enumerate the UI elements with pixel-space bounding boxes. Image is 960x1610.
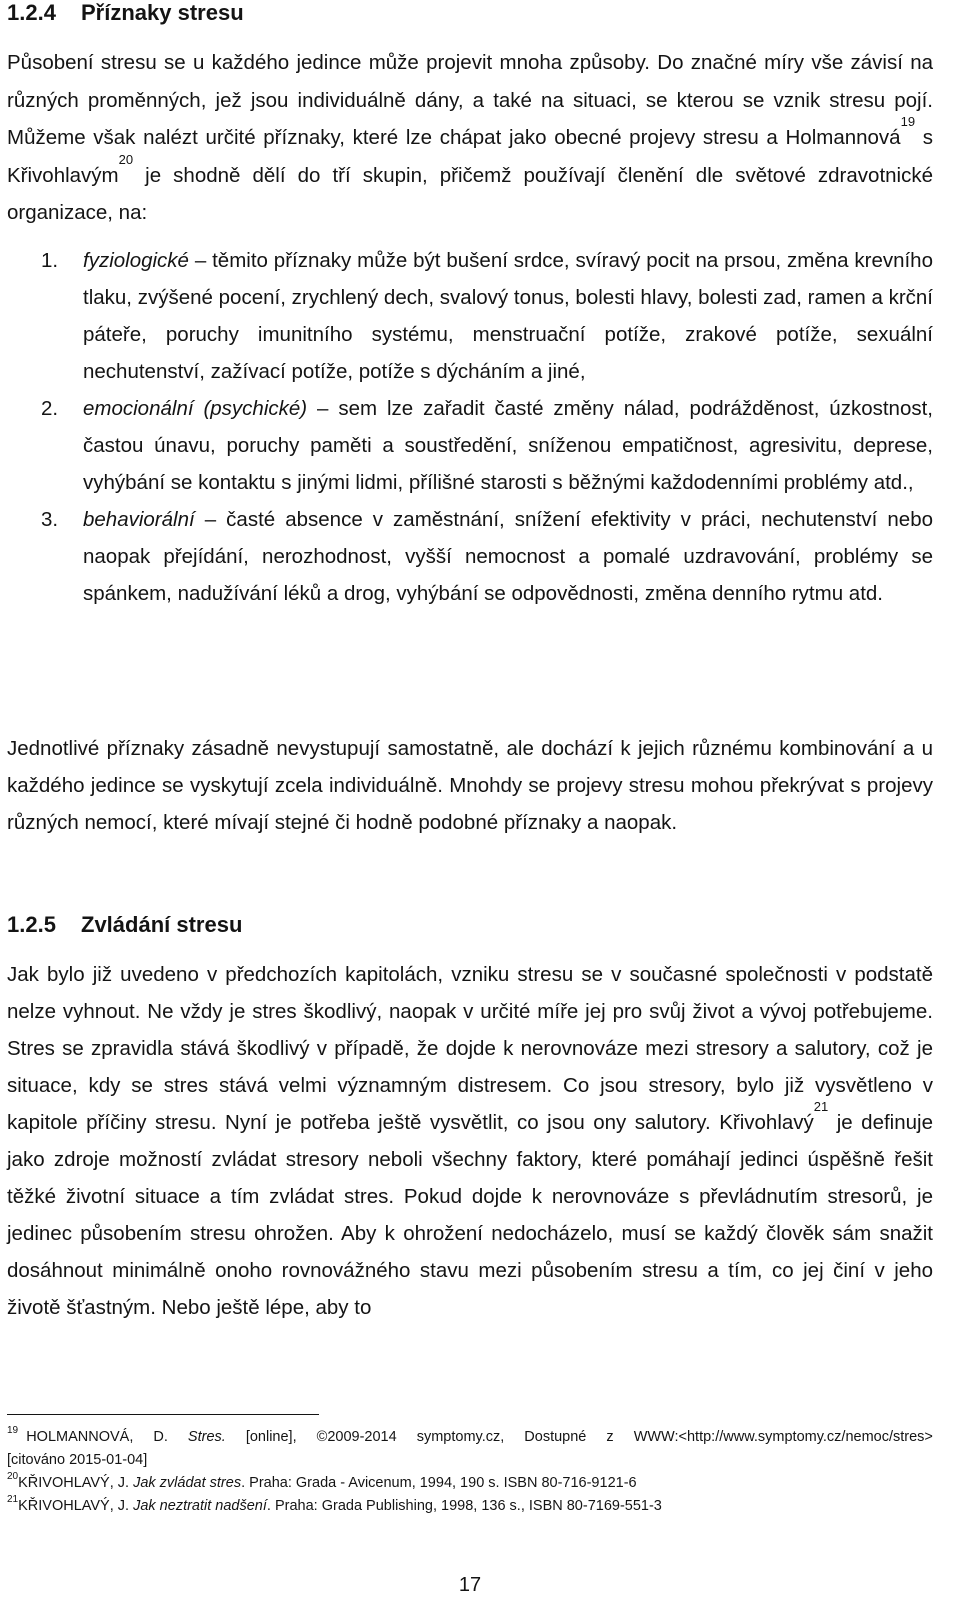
footnotes [7,1426,933,1518]
coping-paragraph [7,956,933,1326]
list-number: 2. [41,397,59,420]
footnote-mark: 19 [7,1425,19,1436]
footnote-21 [7,1495,933,1518]
list-text: – časté absence v zaměstnání, snížení efektivity v práci, nechutenství nebo naopak přejídání, nerozhodnost, vyšší nemocnost a pomalé uzdravování, problémy se spánkem, nadužívání léků a drog, vyhýbání se odpovědnosti, změna denního rytmu atd. [83,508,933,605]
list-item [7,390,933,501]
footnote-mark: 20 [7,1471,19,1482]
section-title: Zvládání stresu [81,912,243,937]
footnote-title: Jak zvládat stres [133,1475,242,1491]
footnote-divider [7,1414,319,1415]
footnote-text: D. [153,1429,168,1445]
footnote-ref[interactable]: 20 [118,151,134,167]
footnote-20 [7,1472,933,1495]
paragraph-text: je shodně dělí do tří skupin, přičemž používají členění dle světové zdravotnické organizace, na: [7,163,933,224]
list-term: fyziologické [83,249,189,272]
footnote-ref[interactable]: 19 [900,114,916,129]
section-number: 1.2.5 [7,912,56,937]
section-heading-coping [7,912,242,938]
paragraph-text: s Křivohlavým [7,126,933,187]
list-term: emocionální (psychické) [83,397,308,420]
paragraph-text: Jak bylo již uvedeno v předchozích kapitolách, vzniku stresu se v současné společnosti v podstatě nelze vyhnout. Ne vždy je stres škodlivý, naopak v určité míře jej pro svůj život a vývoj potřebujeme. Stres se zpravidla stává škodlivý v případě, že dojde k nerovnováze mezi stresory a salutory, což je situace, kdy se stres stává velmi významným distresem. Co jsou stresory, bylo již vysvětleno v kapitole příčiny stresu. Nyní je potřeba ještě vysvětlit, co jsou ony salutory. Křivohlavý [7,963,933,1134]
footnote-text: [citováno 2015-01-04] [7,1452,148,1468]
footnote-text: Dostupné [524,1429,587,1445]
list-item [7,242,933,390]
footnote-link[interactable]: WWW:<http://www.symptomy.cz/nemoc/stres> [633,1429,933,1445]
footnote-text: . Praha: Grada Publishing, 1998, 136 s., ISBN 80-7169-551-3 [266,1498,662,1514]
section-number: 1.2.4 [7,0,56,25]
paragraph-text: je definuje jako zdroje možností zvládat stresory neboli všechny faktory, které pomáhají jedinci úspěšně řešit těžké životní situace a tím zvládat stres. Pokud dojde k nerovnováze s převládnutím stresorů, je jedinec působením stresu ohrožen. Aby k ohrožení nedocházelo, musí se každý člověk sám snažit dosáhnout minimálně onoho rovnovážného stavu mezi působením stresu a tím, co jej činí v jeho životě šťastným. Nebo ještě lépe, aby to [7,1111,933,1319]
paragraph-text: Působení stresu se u každého jedince může projevit mnoha způsoby. Do značné míry vše závisí na různých proměnných, jež jsou individuálně dány, a také na situaci, se kterou se vznik stresu pojí. Můžeme však nalézt určité příznaky, které lze chápat jako obecné projevy stresu a Holmannová [7,51,933,149]
footnote-title: Jak neztratit nadšení [133,1498,267,1514]
combination-paragraph: Jednotlivé příznaky zásadně nevystupují samostatně, ale dochází k jejich různému kombinování a u každého jedince se vyskytují zcela individuálně. Mnohdy se projevy stresu mohou překrývat s projevy různých nemocí, které mívají stejné či hodně podobné příznaky a naopak. [7,737,933,834]
footnote-title: Stres. [187,1429,226,1445]
list-number: 3. [41,508,59,531]
list-text: – těmito příznaky může být bušení srdce, svíravý pocit na prsou, změna krevního tlaku, zvýšené pocení, zrychlený dech, svalový tonus, bolesti hlavy, bolesti zad, ramen a krční páteře, poruchy imunitního systému, menstruační potíže, zrakové potíže, sexuální nechutenství, zažívací potíže, potíže s dýcháním a jiné, [83,249,933,383]
intro-paragraph [7,44,933,232]
footnote-text: ©2009-2014 [316,1429,397,1445]
footnote-text: HOLMANNOVÁ, [26,1429,134,1445]
section-heading-symptoms [7,0,244,26]
footnote-mark: 21 [7,1494,19,1505]
footnote-ref[interactable]: 21 [813,1099,829,1114]
list-text: – sem lze zařadit časté změny nálad, podrážděnost, úzkostnost, častou únavu, poruchy paměti a soustředění, sníženou empatičnost, agresivitu, deprese, vyhýbání se kontaktu s jinými lidmi, přílišné starosti s běžnými každodenními problémy atd., [83,397,933,494]
footnote-text: KŘIVOHLAVÝ, J. [18,1475,134,1491]
list-term: behaviorální [83,508,195,531]
section-title: Příznaky stresu [81,0,244,25]
symptom-list [7,242,933,612]
page-number: 17 [458,1574,482,1596]
footnote-text: [online], [245,1429,297,1445]
list-number: 1. [41,249,59,272]
list-item [7,501,933,612]
footnote-text: symptomy.cz, [416,1429,505,1445]
footnote-text: z [606,1429,614,1445]
footnote-text: . Praha: Grada - Avicenum, 1994, 190 s. ISBN 80-716-9121-6 [241,1475,637,1491]
footnote-text: KŘIVOHLAVÝ, J. [18,1498,134,1514]
footnote-19 [7,1426,933,1472]
